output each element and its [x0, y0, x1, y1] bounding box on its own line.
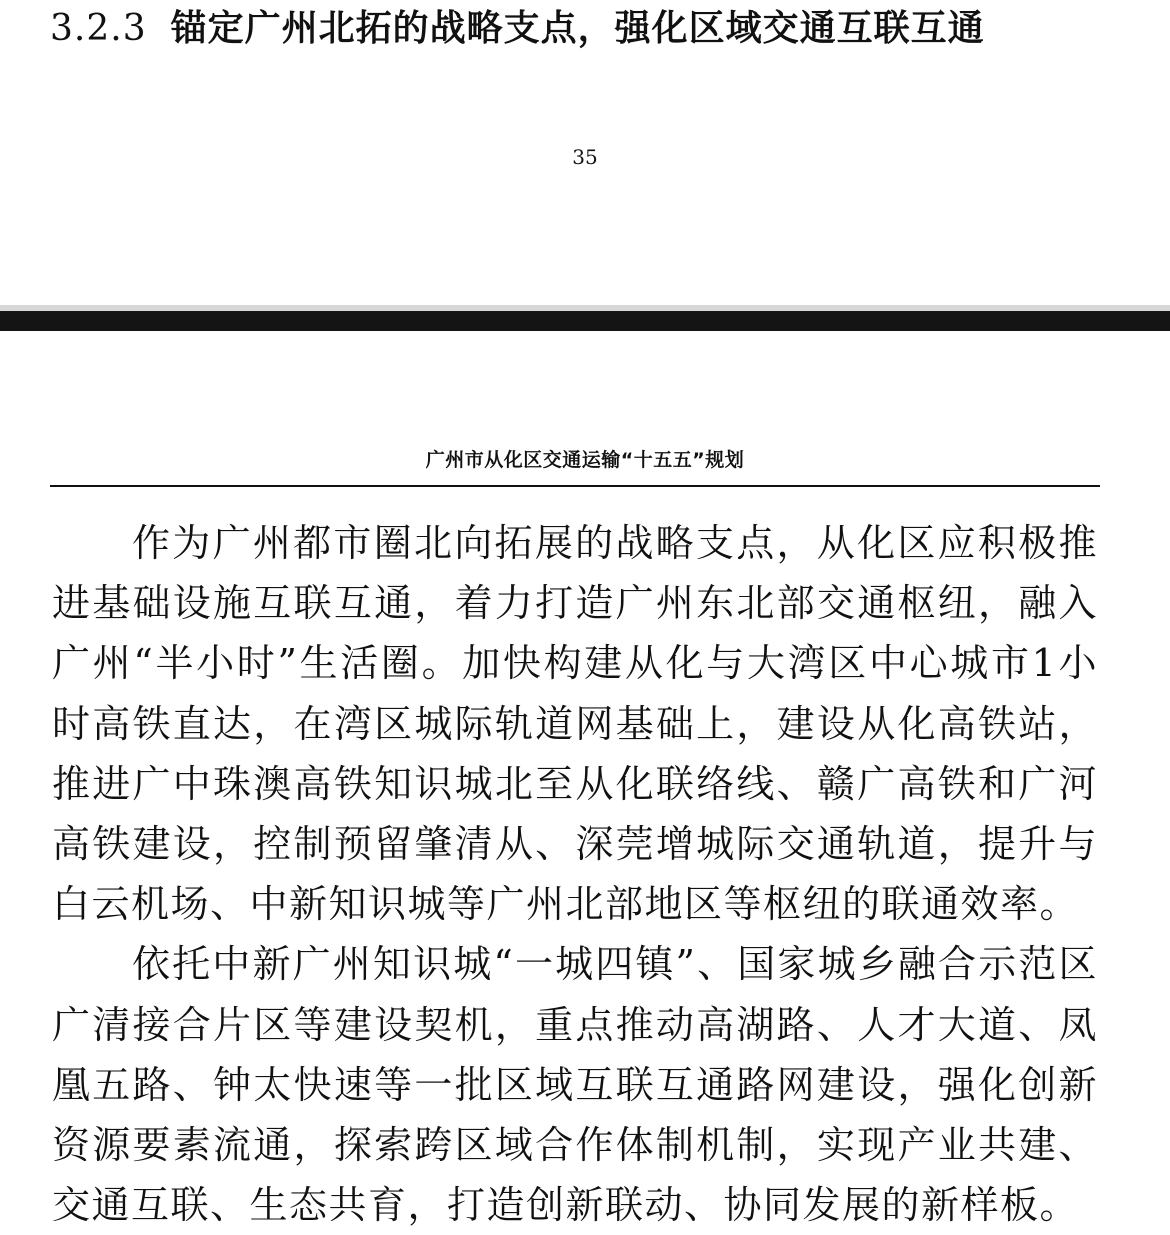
section-title: 锚定广州北拓的战略支点，强化区域交通互联互通 [170, 7, 985, 49]
section-number: 3.2.3 [50, 8, 147, 49]
header-rule [50, 485, 1100, 487]
previous-page-fragment [0, 0, 1170, 305]
paragraph: 作为广州都市圈北向拓展的战略支点，从化区应积极推进基础设施互联互通，着力打造广州东北部交通枢纽，融入广州“半小时”生活圈。加快构建从化与大湾区中心城市1小时高铁直达，在湾区城际轨道网基础上，建设从化高铁站，推进广中珠澳高铁知识城北至从化联络线、赣广高铁和广河高铁建设，控制预留肇清从、深莞增城际交通轨道，提升与白云机场、中新知识城等广州北部地区等枢纽的联通效率。 [52, 521, 1098, 927]
next-page [0, 331, 1170, 1234]
running-header: 广州市从化区交通运输“十五五”规划 [425, 449, 745, 471]
body-text [52, 513, 1098, 1235]
paragraph: 依托中新广州知识城“一城四镇”、国家城乡融合示范区广清接合片区等建设契机，重点推动高湖路、人才大道、凤凰五路、钟太快速等一批区域互联互通路网建设，强化创新资源要素流通，探索跨区域合作体制机制，实现产业共建、交通互联、生态共育，打造创新联动、协同发展的新样板。 [52, 942, 1098, 1228]
page-number: 35 [572, 145, 598, 169]
section-heading [50, 4, 985, 53]
page-divider-bar [0, 311, 1170, 331]
